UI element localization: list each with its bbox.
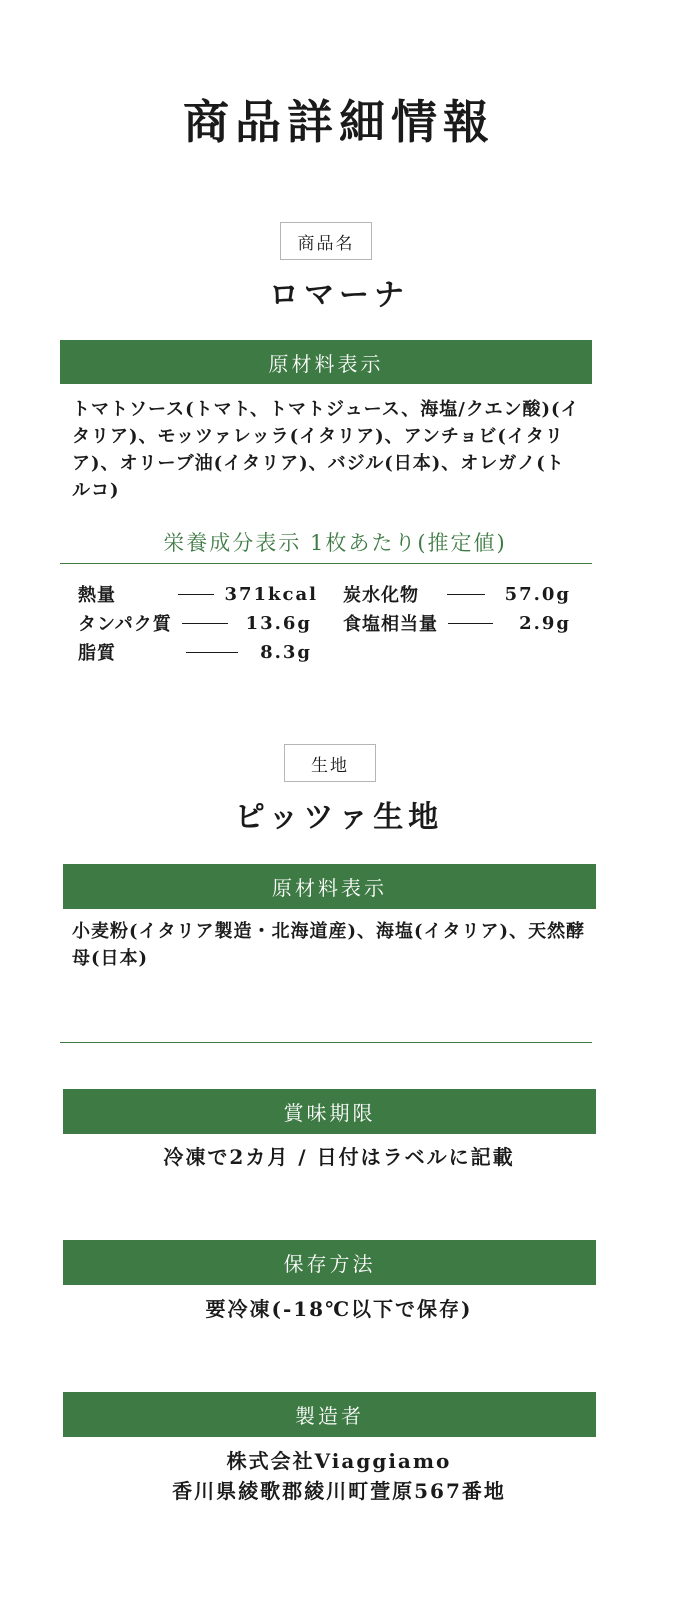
nutrition-row-protein [78, 609, 312, 637]
product-name: ロマーナ [269, 278, 409, 313]
nutrition-value: 8.3g [260, 641, 312, 663]
dough-name: ピッツァ生地 [234, 800, 444, 835]
nutrition-value: 13.6g [245, 612, 312, 634]
nutrition-label: 炭水化物 [343, 585, 419, 606]
nutrition-value: 57.0g [504, 583, 571, 605]
nutrition-label: タンパク質 [78, 614, 172, 635]
nutrition-label: 食塩相当量 [343, 614, 438, 635]
dough-ingredients-text: 小麦粉(イタリア製造・北海道産)、海塩(イタリア)、天然酵母(日本) [72, 921, 586, 969]
nutrition-dash [448, 623, 493, 624]
nutrition-title: 栄養成分表示 1枚あたり(推定値) [163, 531, 507, 555]
dough-ingredients-header: 原材料表示 [63, 864, 596, 909]
storage-header: 保存方法 [63, 1240, 596, 1285]
nutrition-dash [447, 594, 485, 595]
manufacturer-address: 香川県綾歌郡綾川町萱原567番地 [172, 1479, 506, 1503]
ingredients-text: トマトソース(トマト、トマトジュース、海塩/クエン酸)(イタリア)、モッツァレッラ(イタリア)、アンチョビ(イタリア)、オリーブ油(イタリア)、バジル(日本)、オレガノ(トルコ) [72, 399, 580, 501]
nutrition-label: 脂質 [78, 643, 116, 664]
section-divider [60, 1042, 592, 1043]
nutrition-row-energy [78, 580, 318, 608]
nutrition-divider [60, 563, 592, 564]
expiry-text: 冷凍で2カ月 / 日付はラベルに記載 [163, 1145, 515, 1169]
storage-text: 要冷凍(-18℃以下で保存) [205, 1297, 473, 1321]
nutrition-label: 熱量 [78, 585, 116, 606]
manufacturer-company: 株式会社Viaggiamo [226, 1449, 452, 1473]
product-name-label: 商品名 [280, 222, 372, 260]
nutrition-dash [178, 594, 214, 595]
ingredients-header: 原材料表示 [60, 340, 592, 384]
nutrition-row-fat [78, 638, 312, 666]
nutrition-value: 371kcal [224, 583, 318, 605]
nutrition-row-salt [343, 609, 571, 637]
nutrition-dash [186, 652, 238, 653]
page-title: 商品詳細情報 [183, 95, 495, 149]
manufacturer-header: 製造者 [63, 1392, 596, 1437]
nutrition-value: 2.9g [519, 612, 571, 634]
nutrition-row-carbs [343, 580, 571, 608]
expiry-header: 賞味期限 [63, 1089, 596, 1134]
nutrition-dash [182, 623, 228, 624]
dough-label: 生地 [284, 744, 376, 782]
